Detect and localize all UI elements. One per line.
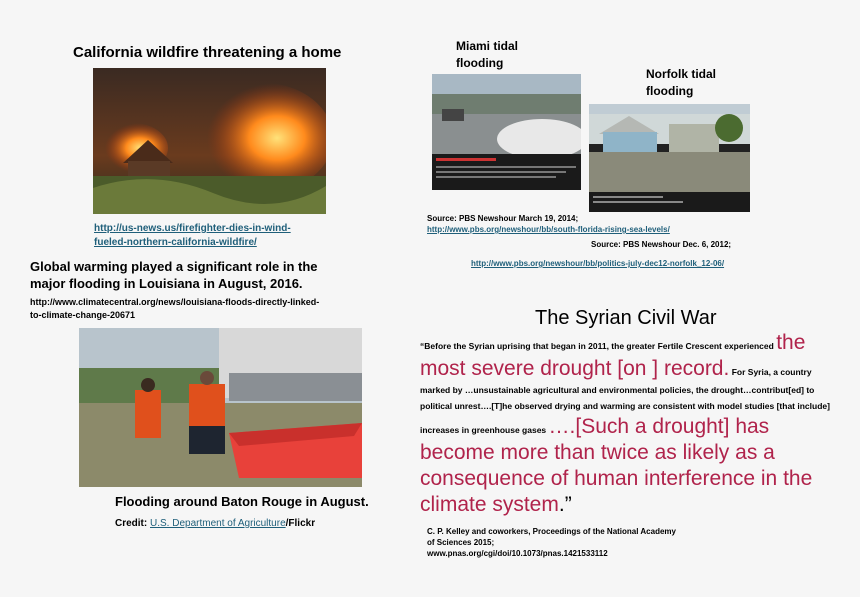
- norfolk-source: Source: PBS Newshour Dec. 6, 2012;: [591, 240, 732, 249]
- miami-flood-photo: [432, 74, 581, 190]
- quote-intro: “Before the Syrian uprising that began in 2011, the greater Fertile Crescent experienced: [420, 341, 774, 351]
- citation-line-2: of Sciences 2015;: [427, 538, 495, 547]
- syria-title: The Syrian Civil War: [535, 307, 717, 329]
- syria-citation: [427, 526, 676, 559]
- baton-rouge-caption: Flooding around Baton Rouge in August.: [115, 494, 369, 509]
- baton-rouge-flood-photo: [79, 328, 362, 487]
- louisiana-link: http://www.climatecentral.org/news/louisiana-floods-directly-linked-to-climate-change-20671: [30, 297, 320, 320]
- louisiana-headline: Global warming played a significant role in the major flooding in Louisiana in August, 2016.: [30, 259, 318, 291]
- quote-period: .: [723, 357, 730, 380]
- norfolk-flood-photo: [589, 104, 750, 212]
- miami-caption: Miami tidal flooding: [456, 39, 519, 70]
- credit-link[interactable]: U.S. Department of Agriculture: [150, 518, 286, 529]
- citation-line-1: C. P. Kelley and coworkers, Proceedings of the National Academy: [427, 527, 676, 536]
- citation-line-3: www.pnas.org/cgi/doi/10.1073/pnas.1421533112: [427, 549, 608, 558]
- quote-ellipsis: ….: [548, 415, 576, 438]
- credit-suffix: /Flickr: [285, 518, 316, 529]
- quote-highlight-1: the most severe drought [on ] record: [420, 331, 806, 380]
- syria-quote: [420, 330, 840, 518]
- credit-prefix: Credit:: [115, 518, 148, 529]
- norfolk-caption: Norfolk tidal flooding: [646, 67, 717, 98]
- baton-rouge-credit: [115, 518, 315, 529]
- quote-close: .”: [558, 493, 572, 516]
- quote-highlight-2: [Such a drought] has become more than twice as likely as a consequence of human interference in the climate system: [420, 415, 813, 516]
- miami-link[interactable]: http://www.pbs.org/newshour/bb/south-florida-rising-sea-levels/: [427, 225, 670, 234]
- miami-source: Source: PBS Newshour March 19, 2014;: [427, 214, 579, 223]
- wildfire-photo: [93, 68, 326, 214]
- norfolk-link[interactable]: http://www.pbs.org/newshour/bb/politics-july-dec12-norfolk_12-06/: [471, 259, 725, 268]
- california-caption: California wildfire threatening a home: [73, 44, 342, 61]
- california-link[interactable]: http://us-news.us/firefighter-dies-in-wind-fueled-northern-california-wildfire/: [94, 223, 291, 248]
- quote-middle: For Syria, a country marked by …unsustainable agricultural and environmental policies, the drought…contribut[ed] to political unrest….[T]he observed drying and warming are consistent with model studies [that include] increases in greenhouse gases: [420, 367, 830, 435]
